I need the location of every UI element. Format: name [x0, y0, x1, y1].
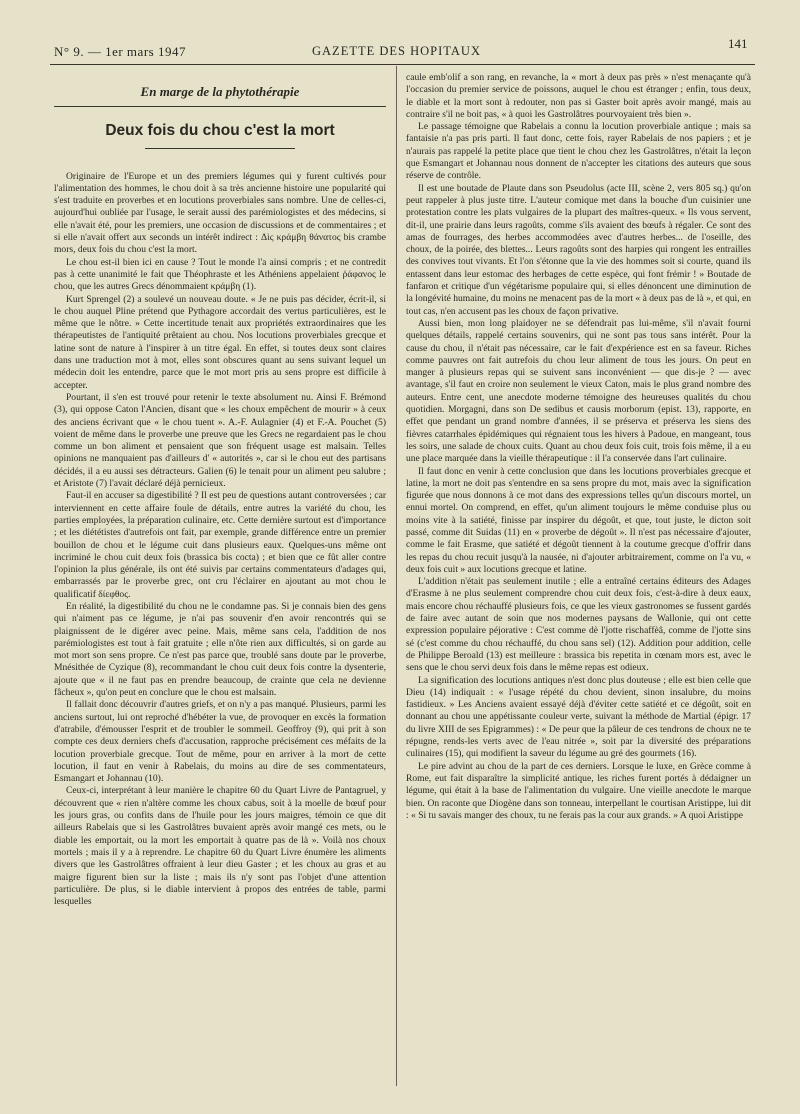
section-rule	[54, 106, 386, 107]
header-rule	[50, 64, 755, 65]
paragraph: Pourtant, il s'en est trouvé pour retenir le texte absolument nu. Ainsi F. Brémond (3), qui oppose Caton l'Ancien, disant que « les choux empêchent de mourir » à ceux des anciens écrivant que « le chou tuent ». A.-F. Aulagnier (4) et F.-A. Pouchet (5) voient de même dans le proverbe une preuve que les Grecs ne regardaient pas le chou comme un bon aliment et pensaient que son fréquent usage est malsain. Telles opinions ne manquaient pas d'ailleurs d' « autorités », car si le chou eut des partisans décidés, il a eu aussi ses détracteurs. Galien (6) le tenait pour un aliment peu salubre ; et Aristote (7) l'avait déclaré déjà pernicieux.	[54, 391, 386, 490]
paragraph: En réalité, la digestibilité du chou ne le condamne pas. Si je connais bien des gens qui n'aiment pas ce légume, je n'ai pas souvenir d'en avoir rencontrés qui se plaignissent de le digérer avec peine. Mais, même sans cela, l'addition de nos parémiologistes est tout à fait gratuite ; elle n'ôte rien aux difficultés, si on garde au mot mort son sens propre. Ce n'est pas parce que, troublé sans doute par le proverbe, Mnésithée de Cyzique (8), recommandant le chou cuit deux fois contre la dysenterie, ajoute que « il ne faut pas en prendre beaucoup, de crainte que cela ne devienne fâcheux », qu'on peut en conclure que le chou est malsain.	[54, 600, 386, 699]
paragraph: Kurt Sprengel (2) a soulevé un nouveau doute. « Je ne puis pas décider, écrit-il, si le chou auquel Pline prétend que Pythagore accordait des vertus particulières, est le même que le nôtre. » Cette incertitude tenait aux propriétés extraordinaires que les thérapeutistes de l'antiquité prêtaient au chou. Nos locutions proverbiales grecque et latine sont de nature à l'inspirer à un titre égal. En effet, si toutes deux sont claires dans une traduction mot à mot, elles sont obscures quant au sens suivant lequel un médecin doit les entendre, parce que le mot mort pris au sens propre est difficile à accepter.	[54, 293, 386, 391]
paragraph: Ceux-ci, interprétant à leur manière le chapitre 60 du Quart Livre de Pantagruel, y découvrent que « rien n'altère comme les choux cabus, soit à la moelle de bœuf pour les jours gras, ou confits dans de l'huile pour les jours maigres, témoin ce que dit ailleurs Rabelais que si les Gastrolâtres buvaient après avoir mangé ces mets, ou le diable les emportait, ou la mort les emportait à quatre pas de là ». Voilà nos choux mortels ; mais il y a à reprendre. Le chapitre 60 du Quart Livre énumère les aliments divers que les Gastrolâtres offraient à leur dieu Gaster ; et les choux au gras et au maigre figurent bien sur la liste ; mais ils n'y sont pas l'objet d'une attention particulière. De plus, si le diable intervient à propos des entrées de table, parmi lesquelles	[54, 785, 386, 908]
paragraph: Il fallait donc découvrir d'autres griefs, et on n'y a pas manqué. Plusieurs, parmi les anciens surtout, lui ont reproché d'hébéter la vue, de provoquer en excès la formation d'atrabile, d'émousser l'esprit et de troubler le sommeil. Geoffroy (9), qui prit à son compte ces deux derniers chefs d'accusation, rapproche précisément ces méfaits de la locution proverbiale grecque. Tout de même, pour en arriver à la mort de cette locution, il faut en venir à Rabelais, du moins au dire de ses commentateurs, Esmangart et Johannau (10).	[54, 699, 386, 785]
left-column	[54, 80, 386, 908]
paragraph: La signification des locutions antiques n'est donc plus douteuse ; elle est bien celle que Dieu (14) indiquait : « l'usage répété du chou devient, sinon insalubre, du moins fastidieux. » Les Anciens avaient essayé déjà d'éviter cette satiété et ce dégoût, soit en donnant au chou une appétissante couleur verte, suivant la méthode de Martial (épigr. 17 du livre XIII de ses Epigrammes) : « De peur que la pâleur de ces tendrons de choux ne te répugne, rends-les verts avec de l'eau nitrée », soit par la diversité des préparations culinaires (15), qui modifient la saveur du légume au gré des gourmets (16).	[406, 674, 751, 760]
title-rule	[145, 148, 294, 149]
column-divider	[396, 66, 397, 1086]
paragraph: caule emb'olif a son rang, en revanche, la « mort à deux pas près » n'est menaçante qu'à l'occasion du premier service de poissons, auquel le chou est étranger ; enfin, tous deux, le diable et la mort sont à redouter, non pas si Gaster boit après avoir mangé, mais au contraire s'il ne boit pas, « à quoi les Gastrolâtres pourvoyaient très bien ».	[406, 72, 751, 120]
paragraph: Originaire de l'Europe et un des premiers légumes qui y furent cultivés pour l'alimentation des hommes, le chou doit à sa très ancienne histoire une popularité qui s'est traduite en proverbes et en locutions proverbiales sans nombre. Une de celles-ci, aujourd'hui oubliée par l'usage, le serait aussi des parémiologistes et des médecins, si elle n'avait été, pour les premiers, une occasion de discussions et de commentaires ; et si elle n'avait offert aux seconds un intérêt indirect : Δὶς κράμβη θάνατος bis crambe mors, deux fois du chou c'est la mort.	[54, 170, 386, 256]
paragraph: Aussi bien, mon long plaidoyer ne se défendrait pas lui-même, s'il n'avait fourni quelques détails, rappelé certains souvenirs, qui ne sont pas tous sans intérêt. Pour la cause du chou, il n'était pas nécessaire, car le fait d'expérience est en sa faveur. Riches comme pauvres ont fait autrefois du chou leur aliment de tous les jours. On peut en manger à plusieurs repas qui se suivent sans inconvénient — que dis-je ? — avec avantage, s'il faut en croire non seulement le vieux Caton, mais le plus grand nombre des auteurs. Entre cent, une anecdote moderne témoigne des heureuses qualités du chou quotidien. Morgagni, dans son De sedibus et causis morborum (epist. 13), rapporte, en effet que pendant un grand nombre d'années, il se préserva et préserva les siens des fièvres catarrhales épidémiques qui régnaient tous les hivers à Padoue, en mangeant, tous les soirs, une salade de choux cuits. Quant au chou deux fois cuit, trois fois même, il a eu une place marquée dans la vieille thérapeutique : il l'a conservée dans l'art culinaire.	[406, 317, 751, 465]
paragraph: Il est une boutade de Plaute dans son Pseudolus (acte III, scène 2, vers 805 sq.) qu'on peut rappeler à plus juste titre. L'auteur comique met dans la bouche d'un cuisinier une protestation contre les plats vulgaires de la plupart des maîtres-queux. « Ils vous servent, dit-il, une prairie dans leurs ragoûts, comme s'ils avaient des bœufs à régaler. Ce sont des amas de fourrages, des herbes accommodées avec d'autres herbes... de l'oseille, des choux, de la poirée, des blettes... Leurs ragoûts sont des harpies qui rongent les entrailles des convives tout vivants. Et l'on s'étonne que la vie des hommes soit si courte, quand ils entassent dans leur estomac des herbages de cette espèce, qui font frémir ! » Boutade de fanfaron et critique d'un végétarisme populaire qui, si elles dénoncent une diminution de la longévité humaine, du moins ne menacent pas de la mort « à deux pas de là », et qui, en tout cas, n'en accusent pas les choux de façon privative.	[406, 182, 751, 317]
paragraph: Il faut donc en venir à cette conclusion que dans les locutions proverbiales grecque et latine, la mort ne doit pas s'entendre en sa sens propre du mot, mais avec la signification figurée que nous donnons à ce mot dans des expressions telles qu'un discours mortel, un ennui mortel. On comprend, en effet, qu'un aliment toujours le même conduise plus ou moins vite à la satiété, finisse par inspirer du dégoût, et que, tout juste, le dicton soit passé, comme dit Suidas (11) en « proverbe de dégoût ». Il n'est pas nécessaire d'ajouter, comme le fait Erasme, que satiété et dégoût tiennent à la coutume grecque d'offrir dans les repas du chou recuit jusqu'à la nausée, ni d'ajouter arbitrairement, comme on l'a vu, « deux fois cuit » aux locutions grecque et latine.	[406, 465, 751, 575]
paragraph: Le passage témoigne que Rabelais a connu la locution proverbiale antique ; mais sa fantaisie n'a pas pris parti. Il faut donc, cette fois, rayer Rabelais de nos papiers ; et je n'aurais pas rappelé la petite place que tient le chou chez les Gastrolâtres, n'était la leçon que Esmangart et Johannau nous donnent de n'accepter les citations des auteurs que sous réserve de contrôle.	[406, 121, 751, 182]
paragraph: L'addition n'était pas seulement inutile ; elle a entraîné certains éditeurs des Adages d'Erasme à ne plus seulement comprendre chou cuit deux fois, c'est-à-dire à deux eaux, mais encore chou réchauffé plusieurs fois, ce que les vieux gastronomes se fussent gardés de faire avec autant de soin que nos modernes paysans de Wallonie, qui ont cette expression populaire péjorative : C'est comme dè l'jotte rischaffèâ, comme de l'jotte sins sé (c'est comme du chou réchauffé, du chou sans sel) (12). Addition pour addition, celle de Philippe Beroald (13) est meilleure : brassica bis repetita in cœnam mors est, avec le sens que le chou servi deux fois dans le même repas est odieux.	[406, 576, 751, 674]
paragraph: Le chou est-il bien ici en cause ? Tout le monde l'a ainsi compris ; et ne contredit pas à cette unanimité le fait que Théophraste et les Athéniens appelaient ῥάφανος le chou, que les autres Grecs dénommaient κράμβη (1).	[54, 256, 386, 293]
journal-title: GAZETTE DES HOPITAUX	[312, 44, 481, 58]
article-title: Deux fois du chou c'est la mort	[105, 122, 335, 140]
paragraph: Faut-il en accuser sa digestibilité ? Il est peu de questions autant controversées ; car interviennent en cette affaire foule de détails, entre autres la variété du chou, les parties employées, la préparation culinaire, etc. Cette dernière surtout est d'importance ; et les diététistes d'autrefois ont fait, par exemple, grande différence entre un premier bouillon de chou et le légume cuit dans plusieurs eaux. Quelques-uns même ont incriminé le chou cuit deux fois (brassica bis cocta) ; et bien que ce fût aller contre l'opinion la plus générale, ils ont été suivis par certains commentateurs d'adages qui, embarrassés par le proverbe grec, ont cru l'éclairer en ajoutant au mot chou le qualificatif δίεφθος.	[54, 490, 386, 600]
issue-date: N° 9. — 1er mars 1947	[54, 44, 186, 59]
right-column	[406, 72, 751, 822]
section-label: En marge de la phytothérapie	[140, 84, 300, 99]
paragraph: Le pire advint au chou de la part de ces derniers. Lorsque le luxe, en Grèce comme à Rome, eut fait disparaître la simplicité antique, les riches furent portés à dédaigner un légume, qui était à la base de l'alimentation du vulgaire. Une vieille anecdote le marque bien. On raconte que Diogène dans son tonneau, interpellant le courtisan Aristippe, lui dit : « Si tu savais manger des choux, tu ne ferais pas la cour aux grands. » A quoi Aristippe	[406, 760, 751, 821]
page-number: 141	[728, 36, 748, 51]
